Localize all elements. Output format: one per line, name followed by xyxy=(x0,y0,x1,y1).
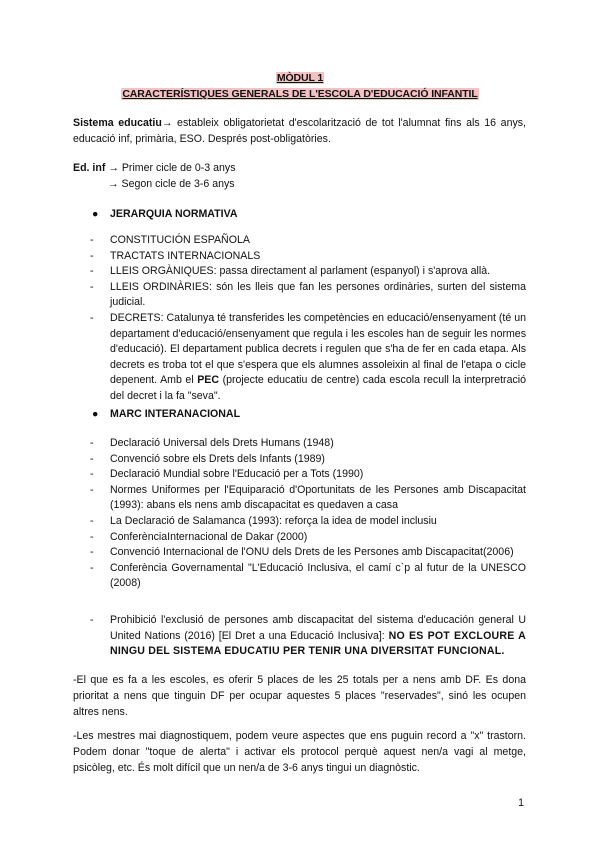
ed-inf-label: Ed. inf xyxy=(73,162,106,174)
section-heading-jerarquia: ● JERARQUIA NORMATIVA xyxy=(92,208,238,220)
marc-list xyxy=(90,436,526,592)
list-item: - ConferènciaInternacional de Dakar (2000) xyxy=(90,530,526,546)
list-item: - Convenció Internacional de l'ONU dels Drets de les Persones amb Discapacitat(2006) xyxy=(90,545,526,561)
section-heading-marc: ● MARC INTERANACIONAL xyxy=(92,408,241,420)
paragraph-diagnostic: -Les mestres mai diagnostiquem, podem veure aspectes que ens puguin record a "x" trastorn. Podem donar "toque de alerta" i activar els protocol perquè aquest nen/a vagi al metge, psicòleg, etc. És molt difícil que un nen/a de 3-6 anys tingui un diagnòstic. xyxy=(73,730,526,774)
arrow-icon: → xyxy=(161,117,173,129)
intro-paragraph: Sistema educatiu→ estableix obligatorietat d'escolarització de tot l'alumnat fins als 16 anys, educació inf, primària, ESO. Després post-obligatòries. xyxy=(73,117,526,145)
bullet-icon: ● xyxy=(92,208,99,220)
jerarquia-list xyxy=(90,233,526,405)
list-item: - Declaració Mundial sobre l'Educació per a Tots (1990) xyxy=(90,467,526,483)
list-item: - Declaració Universal dels Drets Humans (1948) xyxy=(90,436,526,452)
list-item: - TRACTATS INTERNACIONALS xyxy=(90,249,526,265)
list-item: - LLEIS ORDINÀRIES: són les lleis que fan les persones ordinàries, surten del sistema judicial. xyxy=(90,280,526,311)
list-item: - La Declaració de Salamanca (1993): reforça la idea de model inclusiu xyxy=(90,514,526,530)
paragraph-places: -El que es fa a les escoles, es oferir 5 places de les 25 totals per a nens amb DF. Es dona prioritat a nens que tinguin DF per ocupar aquestes 5 places "reservades", sinó les ocupen altres nens. xyxy=(73,674,526,718)
bullet-icon: ● xyxy=(92,408,99,420)
list-item: - Normes Uniformes per l'Equiparació d'Oportunitats de les Persones amb Discapacitat (1993): abans els nens amb discapacitat es quedaven a casa xyxy=(90,483,526,514)
list-item: - DECRETS: Catalunya té transferides les competències en educació/ensenyament (té un departament d'educació/ensenyament que regula i les escoles han de seguir les normes d'educació). El departament publica decrets i regulen que s'ha de fer en cada etapa. Als decrets es troba tot el que s'espera que els alumnes assoleixin al final de l'etapa o cicle depenent. Amb el PEC (projecte educatiu de centre) cada escola recull la interpretració del decret i la fa "seva". xyxy=(90,311,526,405)
list-item: - Conferència Governamental "L'Educació Inclusiva, el camí c`p al futur de la UNESCO (2008) xyxy=(90,561,526,592)
document-subtitle: CARACTERÍSTIQUES GENERALS DE L'ESCOLA D'EDUCACIÓ INFANTIL xyxy=(122,88,478,100)
list-item: - LLEIS ORGÀNIQUES: passa directament al parlament (espanyol) i s'aprova allà. xyxy=(90,264,526,280)
marc-list-last xyxy=(90,613,526,660)
intro-term: Sistema educatiu xyxy=(73,117,162,129)
page-number: 1 xyxy=(518,797,524,809)
ed-inf-block: Ed. inf → Primer cicle de 0-3 anys → Segon cicle de 3-6 anys xyxy=(73,162,236,190)
module-title: MÒDUL 1 xyxy=(276,72,324,84)
list-item: - CONSTITUCIÓN ESPAÑOLA xyxy=(90,233,526,249)
list-item: - Prohibició l'exclusió de persones amb discapacitat del sistema d'educación general U United Nations (2016) [El Dret a una Educació Inclusiva]: NO ES POT EXCLOURE A NINGU DEL SISTEMA EDUCATIU PER TENIR UNA DIVERSITAT FUNCIONAL. xyxy=(90,613,526,660)
list-item: - Convenció sobre els Drets dels Infants (1989) xyxy=(90,452,526,468)
